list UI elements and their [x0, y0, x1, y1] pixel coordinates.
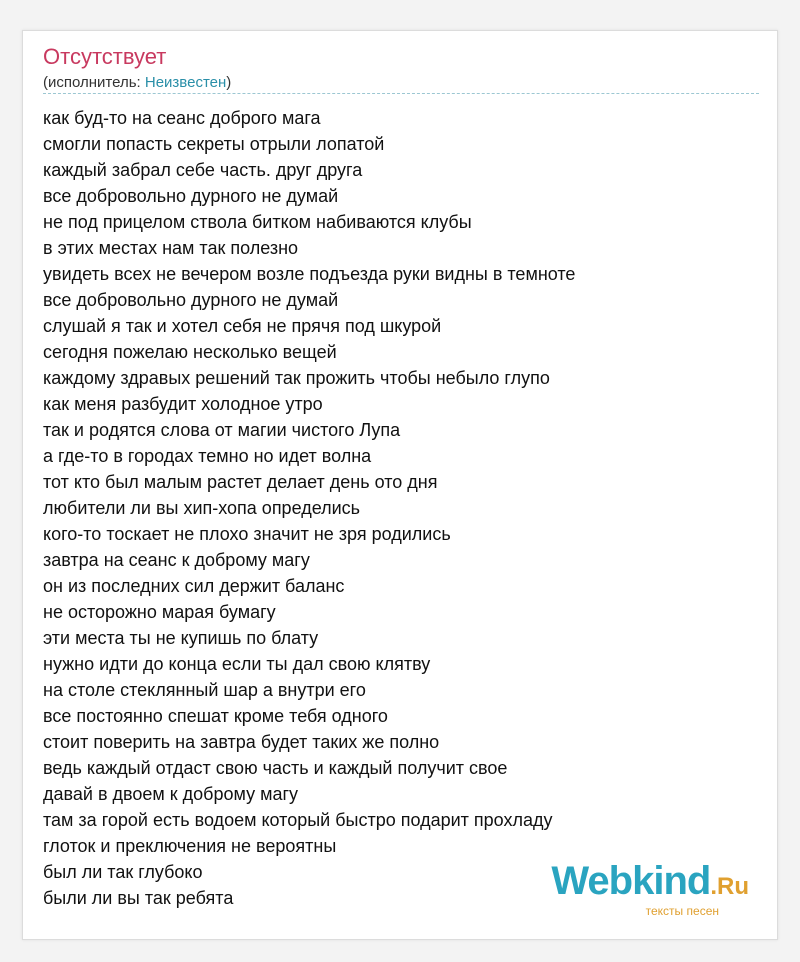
logo-main-text: Webkind — [551, 859, 711, 903]
lyric-line: давай в двоем к доброму магу — [43, 784, 299, 804]
lyric-line: все добровольно дурного не думай — [43, 186, 339, 206]
lyric-line: завтра на сеанс к доброму магу — [43, 550, 310, 570]
lyric-line: там за горой есть водоем который быстро подарит прохладу — [43, 810, 553, 830]
lyric-line: любители ли вы хип-хопа определись — [43, 498, 361, 518]
lyric-line: нужно идти до конца если ты дал свою клятву — [43, 654, 431, 674]
lyric-line: тот кто был малым растет делает день ото дня — [43, 472, 438, 492]
artist-suffix: ) — [226, 74, 232, 91]
lyric-line: были ли вы так ребята — [43, 888, 234, 908]
lyric-line: смогли попасть секреты отрыли лопатой — [43, 134, 385, 154]
logo-tld: .Ru — [710, 873, 749, 900]
lyric-line: в этих местах нам так полезно — [43, 238, 299, 258]
artist-link[interactable]: Неизвестен — [144, 74, 227, 91]
lyric-line: каждый забрал себе часть. друг друга — [43, 160, 363, 180]
artist-prefix: (исполнитель: — [43, 74, 145, 91]
divider — [43, 93, 759, 94]
lyric-line: стоит поверить на завтра будет таких же полно — [43, 732, 440, 752]
lyric-line: кого-то тоскает не плохо значит не зря родились — [43, 524, 451, 544]
song-title: Отсутствует — [43, 44, 167, 69]
lyric-line: не осторожно марая бумагу — [43, 602, 276, 622]
lyric-line: как буд-то на сеанс доброго мага — [43, 108, 321, 128]
lyric-line: он из последних сил держит баланс — [43, 576, 345, 596]
lyric-line: увидеть всех не вечером возле подъезда руки видны в темноте — [43, 264, 576, 284]
lyric-line: а где-то в городах темно но идет волна — [43, 446, 372, 466]
lyrics-text — [43, 105, 759, 911]
lyric-line: на столе стеклянный шар а внутри его — [43, 680, 366, 700]
lyric-line: ведь каждый отдаст свою часть и каждый получит свое — [43, 758, 508, 778]
lyric-line: не под прицелом ствола битком набиваются клубы — [43, 212, 472, 232]
lyric-line: глоток и преключения не вероятны — [43, 836, 337, 856]
lyric-line: так и родятся слова от магии чистого Лупа — [43, 420, 401, 440]
artist-line — [43, 73, 231, 93]
lyric-line: все добровольно дурного не думай — [43, 290, 339, 310]
lyric-line: слушай я так и хотел себя не прячя под шкурой — [43, 316, 442, 336]
lyric-line: как меня разбудит холодное утро — [43, 394, 323, 414]
webkind-logo[interactable] — [551, 861, 749, 917]
lyric-line: все постоянно спешат кроме тебя одного — [43, 706, 388, 726]
logo-tagline: тексты песен — [645, 904, 719, 918]
lyric-line: каждому здравых решений так прожить чтобы небыло глупо — [43, 368, 550, 388]
lyrics-card — [22, 30, 778, 940]
lyric-line: был ли так глубоко — [43, 862, 203, 882]
lyric-line: сегодня пожелаю несколько вещей — [43, 342, 337, 362]
lyric-line: эти места ты не купишь по блату — [43, 628, 319, 648]
